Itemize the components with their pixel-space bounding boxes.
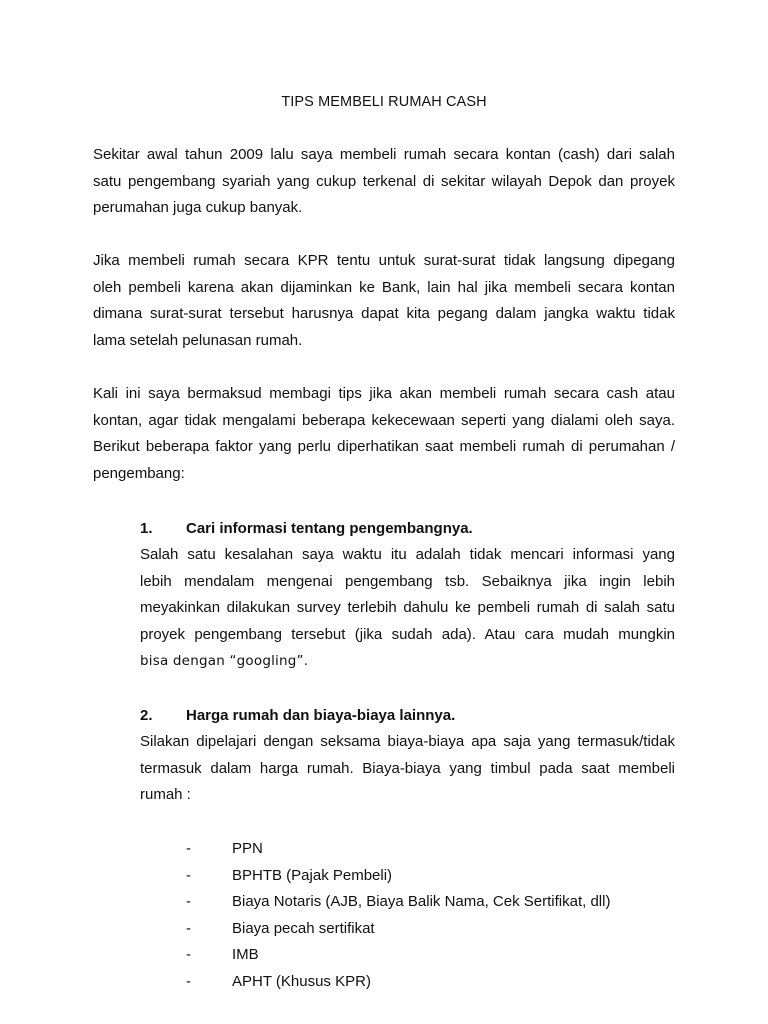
section-number: 1.	[140, 520, 153, 537]
list-item-text: PPN	[232, 840, 263, 857]
paragraph-kpr	[93, 248, 675, 354]
cost-list	[186, 836, 666, 996]
section-number: 2.	[140, 707, 153, 724]
paragraph-tips-intro	[93, 381, 675, 487]
list-item-text: BPHTB (Pajak Pembeli)	[232, 866, 393, 884]
text-line: proyek pengembang tersebut (jika sudah ada). Atau cara mudah mungkin	[140, 625, 675, 643]
text-line: pengembang:	[93, 464, 185, 482]
list-bullet: -	[186, 866, 191, 884]
list-bullet: -	[186, 893, 191, 911]
list-bullet: -	[186, 840, 191, 857]
list-bullet: -	[186, 946, 191, 964]
text-line: Salah satu kesalahan saya waktu itu adalah tidak mencari informasi yang	[140, 546, 675, 563]
list-item	[186, 969, 666, 996]
section-heading	[140, 516, 675, 542]
text-line: Sekitar awal tahun 2009 lalu saya membeli rumah secara kontan (cash) dari salah	[93, 146, 675, 163]
text-line: lama setelah pelunasan rumah.	[93, 331, 303, 349]
list-item	[186, 942, 666, 969]
text-line: dimana surat-surat tersebut harusnya dapat kita pegang dalam jangka waktu tidak	[93, 305, 675, 322]
paragraph-intro	[93, 142, 675, 222]
list-item	[186, 916, 666, 943]
text-line: lebih mendalam mengenai pengembang tsb. Sebaiknya jika ingin lebih	[140, 572, 675, 590]
text-line: Berikut beberapa faktor yang perlu diperhatikan saat membeli rumah di perumahan /	[93, 438, 675, 455]
document-title: TIPS MEMBELI RUMAH CASH	[281, 94, 487, 110]
text-line: satu pengembang syariah yang cukup terkenal di sekitar wilayah Depok dan proyek	[93, 172, 675, 190]
list-item-text: IMB	[232, 946, 259, 964]
list-bullet: -	[186, 919, 191, 937]
text-line: meyakinkan dilakukan survey terlebih dahulu ke pembeli rumah di salah satu	[140, 599, 675, 616]
section-heading-text: Cari informasi tentang pengembangnya.	[186, 520, 473, 537]
section-heading-text: Harga rumah dan biaya-biaya lainnya.	[186, 707, 456, 724]
text-line: Silakan dipelajari dengan seksama biaya-biaya apa saja yang termasuk/tidak	[140, 733, 675, 750]
text-line: bisa dengan “googling”.	[140, 653, 309, 669]
section-developer-info	[140, 516, 675, 675]
list-item-text: Biaya Notaris (AJB, Biaya Balik Nama, Cek Sertifikat, dll)	[232, 893, 611, 911]
text-line: rumah :	[140, 786, 191, 803]
list-item	[186, 863, 666, 890]
text-line: oleh pembeli karena akan dijaminkan ke Bank, lain hal jika membeli secara kontan	[93, 278, 675, 296]
text-line: Jika membeli rumah secara KPR tentu untuk surat-surat tidak langsung dipegang	[93, 252, 675, 269]
list-item	[186, 889, 666, 916]
list-item-text: APHT (Khusus KPR)	[232, 972, 371, 990]
section-body	[140, 729, 675, 809]
text-line: perumahan juga cukup banyak.	[93, 199, 303, 216]
list-item	[186, 836, 666, 863]
text-line: termasuk dalam harga rumah. Biaya-biaya yang timbul pada saat membeli	[140, 759, 675, 777]
section-heading	[140, 703, 675, 729]
section-house-price	[140, 703, 675, 809]
text-line: Kali ini saya bermaksud membagi tips jika akan membeli rumah secara cash atau	[93, 385, 675, 402]
text-line: kontan, agar tidak mengalami beberapa kekecewaan seperti yang dialami oleh saya.	[93, 411, 675, 429]
list-bullet: -	[186, 972, 191, 990]
list-item-text: Biaya pecah sertifikat	[232, 919, 375, 937]
section-body	[140, 542, 675, 675]
